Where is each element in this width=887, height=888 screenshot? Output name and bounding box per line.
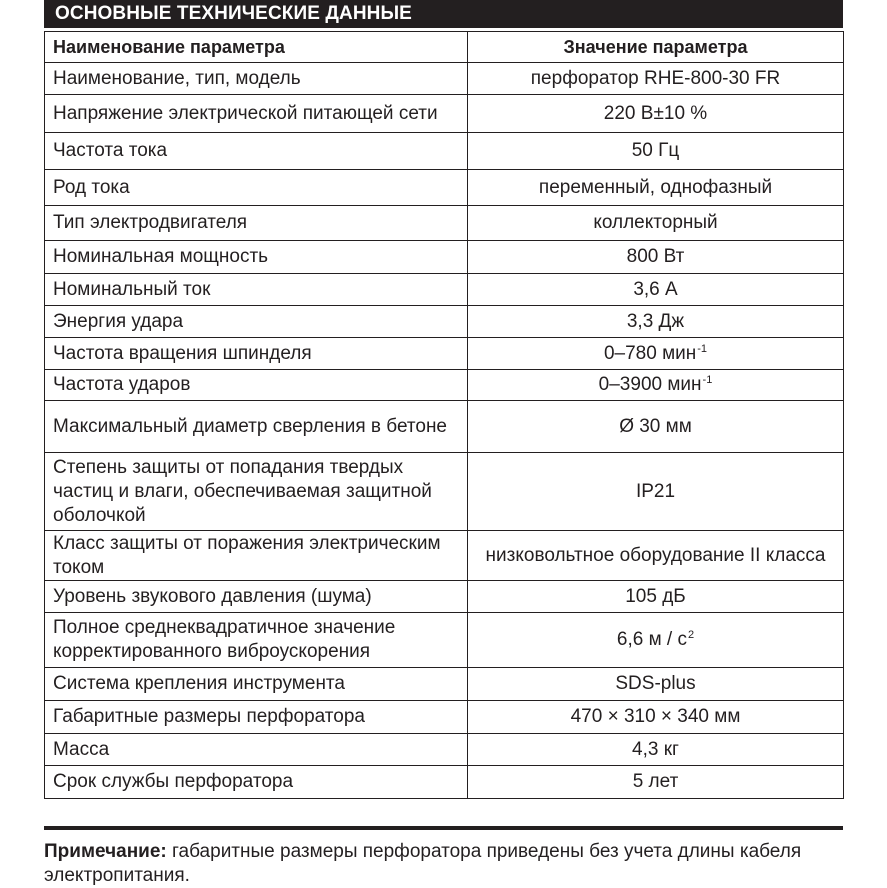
- table-row: [45, 306, 844, 338]
- parameter-name: Габаритные размеры перфоратора: [45, 701, 468, 734]
- parameter-name: Номинальный ток: [45, 274, 468, 306]
- parameter-value: [468, 241, 844, 274]
- footnote-label: Примечание:: [44, 841, 167, 862]
- parameter-value-text: 6,6 м / с: [616, 629, 687, 650]
- header-parameter-name: Наименование параметра: [45, 32, 468, 63]
- table-row: [45, 701, 844, 734]
- parameter-value-text: 4,3 кг: [632, 738, 679, 760]
- parameter-value-text: 50 Гц: [631, 140, 680, 161]
- parameter-name: Род тока: [45, 170, 468, 206]
- parameter-value: [468, 133, 844, 170]
- parameter-value: [468, 766, 844, 799]
- parameter-name: Система крепления инструмента: [45, 668, 468, 701]
- parameter-name: Тип электродвигателя: [45, 206, 468, 241]
- parameter-name: Напряжение электрической питающей сети: [45, 95, 468, 133]
- table-row: [45, 241, 844, 274]
- table-row: [45, 453, 844, 531]
- parameter-name: Энергия удара: [45, 306, 468, 338]
- parameter-value: [468, 370, 844, 401]
- parameter-value-text: 470 × 310 × 340 мм: [570, 706, 741, 727]
- parameter-value-text: 0–3900 мин: [598, 374, 702, 395]
- footnote-text: габаритные размеры перфоратора приведены без учета длины кабеля электропитания.: [44, 841, 802, 886]
- parameter-value-text: коллекторный: [593, 212, 718, 233]
- parameter-value: [468, 401, 844, 453]
- parameter-value-text: 3,3 Дж: [626, 310, 685, 332]
- parameter-value: [468, 734, 844, 766]
- parameter-value: [468, 701, 844, 734]
- parameter-value: [468, 274, 844, 306]
- parameter-value-text: низковольтное оборудование II класса: [485, 544, 826, 566]
- table-row: [45, 63, 844, 95]
- parameter-name: Степень защиты от попадания твердых частиц и влаги, обеспечиваемая защитной оболочкой: [45, 453, 468, 531]
- unit-exponent: 2: [687, 629, 695, 641]
- parameter-name: Масса: [45, 734, 468, 766]
- parameter-name: Максимальный диаметр сверления в бетоне: [45, 401, 468, 453]
- parameter-value-text: Ø 30 мм: [619, 415, 692, 437]
- parameter-value: [468, 206, 844, 241]
- parameter-value: [468, 453, 844, 531]
- parameter-value: [468, 95, 844, 133]
- parameter-name: Частота ударов: [45, 370, 468, 401]
- table-row: [45, 170, 844, 206]
- specifications-table: [44, 31, 844, 799]
- header-parameter-value: Значение параметра: [468, 32, 844, 63]
- table-row: [45, 338, 844, 370]
- footnote: [44, 840, 843, 888]
- parameter-value-text: 800 Вт: [626, 246, 685, 267]
- unit-exponent: -1: [702, 374, 713, 386]
- table-row: [45, 766, 844, 799]
- table-row: [45, 95, 844, 133]
- parameter-value: [468, 338, 844, 370]
- parameter-value-text: перфоратор RHE-800-30 FR: [530, 67, 781, 89]
- parameter-value-text: 3,6 А: [633, 278, 678, 300]
- parameter-name: Частота тока: [45, 133, 468, 170]
- parameter-name: Номинальная мощность: [45, 241, 468, 274]
- table-row: [45, 206, 844, 241]
- parameter-value: [468, 306, 844, 338]
- table-row: [45, 581, 844, 613]
- table-row: [45, 613, 844, 668]
- parameter-value-text: IP21: [635, 480, 676, 502]
- parameter-name: Уровень звукового давления (шума): [45, 581, 468, 613]
- table-row: [45, 274, 844, 306]
- table-row: [45, 401, 844, 453]
- unit-exponent: -1: [697, 342, 708, 355]
- parameter-value-text: 5 лет: [632, 771, 679, 792]
- table-header-row: [45, 32, 844, 63]
- parameter-value-text: 0–780 мин: [603, 342, 697, 364]
- table-row: [45, 133, 844, 170]
- parameter-value: [468, 581, 844, 613]
- parameter-value: [468, 668, 844, 701]
- parameter-value: [468, 613, 844, 668]
- parameter-value-text: переменный, однофазный: [538, 176, 773, 198]
- parameter-name: Полное среднеквадратичное значение корректированного виброускорения: [45, 613, 468, 668]
- parameter-value-text: SDS-plus: [615, 673, 696, 694]
- table-row: [45, 370, 844, 401]
- table-row: [45, 734, 844, 766]
- parameter-value: [468, 531, 844, 581]
- parameter-value-text: 105 дБ: [625, 585, 686, 607]
- parameter-value: [468, 63, 844, 95]
- table-row: [45, 668, 844, 701]
- parameter-value-text: 220 В±10 %: [603, 102, 708, 124]
- section-title: ОСНОВНЫЕ ТЕХНИЧЕСКИЕ ДАННЫЕ: [44, 0, 843, 28]
- parameter-name: Срок службы перфоратора: [45, 766, 468, 799]
- parameter-value: [468, 170, 844, 206]
- parameter-name: Частота вращения шпинделя: [45, 338, 468, 370]
- divider-rule: [44, 826, 843, 830]
- parameter-name: Наименование, тип, модель: [45, 63, 468, 95]
- table-row: [45, 531, 844, 581]
- parameter-name: Класс защиты от поражения электрическим током: [45, 531, 468, 581]
